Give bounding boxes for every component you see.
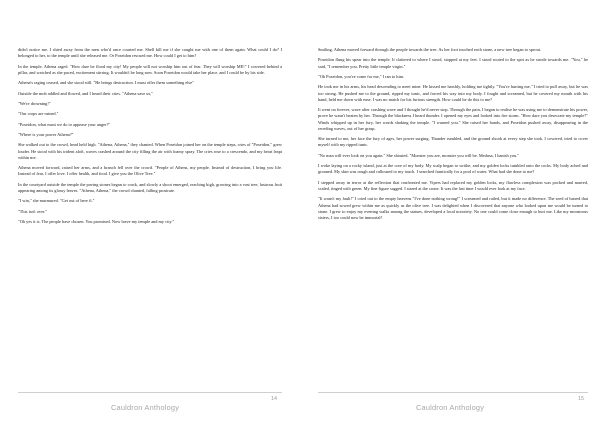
paragraph: She turned to me, her face the fury of ages, her power surging. Thunder rumbled, and the ground shook at every step she took. I cowered, tried to cover myself with my ripped tunic. (318, 136, 588, 148)
paragraph: Poseidon flung his spear into the temple. It clattered to where I stood, stopped at my feet. I stood rooted to the spot as he strode towards me. "You," he said, "I remember you. Pretty little temple virgin." (318, 57, 588, 69)
paragraph: "Oh Poseidon, you've come for me," I ran to him. (318, 73, 405, 79)
paragraph: I woke laying on a rocky island, just at the core of my body. My scalp began to writhe, and my golden locks tumbled onto the rocks. My body ached and groaned. My skin was rough and calloused to my touch. I searched frantically for a pool of water. What had she done to me? (318, 163, 588, 175)
paragraph: "I win," she murmured. "Get out of here fi." (18, 198, 95, 204)
paragraph: "No man will ever look on you again." She shouted. "Monster you are, monster you will be. Medusa, I banish you." (318, 152, 520, 158)
paragraph: "This isn't over." (18, 208, 48, 214)
footer-rule (18, 392, 282, 393)
paragraph: "It wasn't my fault!" I cried out to the empty heavens "I've done nothing wrong!" I screamed and railed, but it made no difference. The seed of hatred that Athena had sowed grew within me as quickly as the olive tree. I was delighted when I discovered that anyone who looked upon me would be turned to stone. I grew to enjoy my evening walks among the statues, developed a local notoriety. No one could come close enough to hurt me. Like my monstrous sisters, I too could now be immortal! (318, 196, 588, 221)
paragraph: In the courtyard outside the temple the paving stones began to crack, and slowly a shoot emerged, reaching high, growing into a vast tree, lustrous fruit appearing among its glossy leaves. "Athena, Athena," the crowd chanted, falling prostrate. (18, 181, 282, 193)
paragraph: Smiling, Athena moved forward through the people towards the tree. As her foot touched each stone, a new tree began to sprout. (318, 47, 542, 52)
paragraph: Athena moved forward, raised her arms, and a branch fell over the crowd. "People of Athens, my people. Instead of destruction, I bring you life. Instead of fear, I offer love. I offer health, and food. I give you the Olive Tree." (18, 165, 282, 177)
paragraph: Athena's raging ceased, and she stood still. "He brings destruction. I must offer them something else" (18, 80, 194, 86)
paragraph: In the temple, Athena raged. "How dare he flood my city! My people will not worship him out of fear. They will worship ME!" I cowered behind a pillar, and watched as she paced, excitement stirring. It wouldn't be long now. Soon Poseidon would take her place, and I could be by his side. (18, 63, 282, 75)
page-number: 15 (578, 396, 584, 402)
paragraph: He took me in his arms, his head descending to meet mine. He kissed me harshly, holding me tightly. "You're hurting me," I tried to pull away, but he was too strong. He pushed me to the ground, ripped my tunic, and forced his way into my body. I fought and screamed, but he covered my mouth with his hand, held me down with ease. I was no match for his furious strength. How could he do this to me? (318, 84, 588, 102)
paragraph: It went on forever, wave after crashing wave and I thought he'd never stop. Through the pain, I began to realise he was using me to demonstrate his power, prove he wasn't beaten by her. Through the blackness I heard thunder. I opened my eyes and looked into fire storm. "How dare you desecrate my temple?" Winds whipped up in her fury, her words shaking the temple. "I warned you." She raised her hands, and Poseidon pushed away, disappearing in the receding waves, out of her grasp. (318, 107, 588, 131)
page-number: 14 (271, 396, 277, 402)
left-page-text (18, 47, 282, 229)
paragraph: "Our crops are ruined." (18, 111, 59, 117)
right-page (300, 0, 600, 424)
paragraph: "Oh yes it is. The people have chosen. You promised. Now leave my temple and my city." (18, 218, 175, 224)
footer-rule (318, 392, 588, 393)
paragraph: "Where is your power Athena?" (18, 131, 74, 137)
paragraph: She walked out to the crowd, head held high. "Athena, Athena," they chanted. When Poseidon joined her on the temple steps, cries of "Poseidon," grew louder. He stood with his trident aloft, waves crashed around the city filling the air with foamy spray. The cries rose to a crescendo, and my heart leapt within me. (18, 142, 282, 160)
paragraph: I stepped away in terror at the reflection that confronted me. Vipers had replaced my golden locks, my flawless complexion was pocked and marred, scaled, tinged with green. My fine figure sagged. I stared at the crone. It was the last time I would ever look at my face. (318, 179, 588, 191)
paragraph: Outside the mob addled and flowed, and I heard their cries. "Athena save us," (18, 90, 154, 96)
right-page-text (318, 47, 588, 225)
running-footer: Cauldron Anthology (111, 403, 180, 412)
paragraph: "We're drowning!" (18, 100, 51, 106)
running-footer: Cauldron Anthology (416, 403, 485, 412)
paragraph: didn't notice me. I shied away from the men who'd once courted me. Shell kill me if she caught me with one of them again. What could I do? I belonged to her, to the temple until she released me. Or Poseidon rescued me. How could I get to him? (18, 47, 282, 59)
paragraph: "Poseidon, what must we do to appease your anger?" (18, 121, 111, 127)
